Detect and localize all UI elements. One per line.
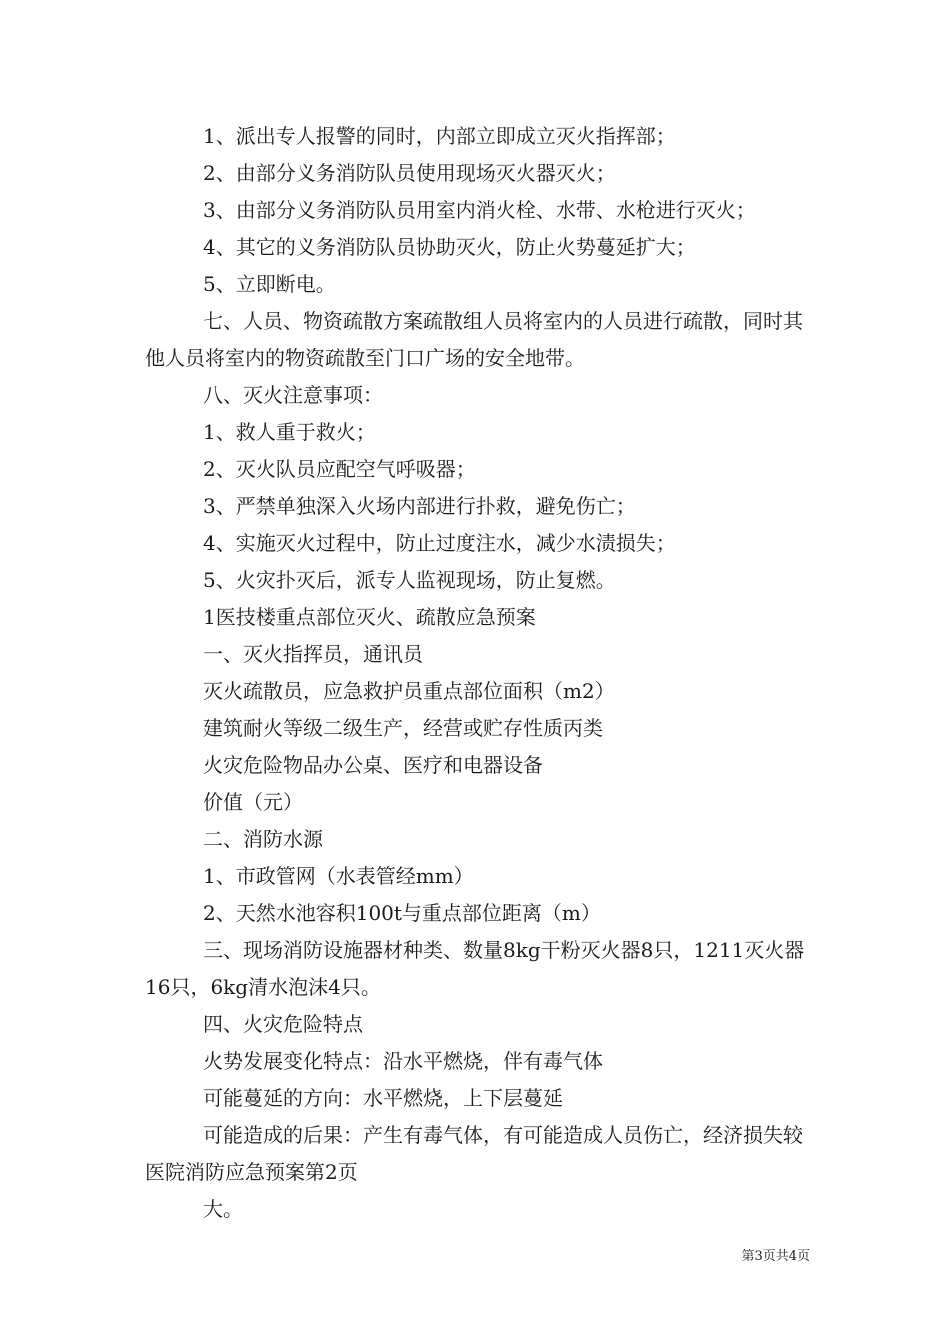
paragraph-14: 一、灭火指挥员，通讯员 <box>203 642 423 666</box>
paragraph-22: 三、现场消防设施器材种类、数量8kg干粉灭火器8只，1211灭火器16只，6kg清水泡沫4只。 <box>145 938 805 999</box>
paragraph-19: 二、消防水源 <box>203 827 323 851</box>
paragraph-3: 3、由部分义务消防队员用室内消火栓、水带、水枪进行灭火； <box>203 198 756 222</box>
paragraph-2: 2、由部分义务消防队员使用现场灭火器灭火； <box>203 161 616 185</box>
paragraph-10: 3、严禁单独深入火场内部进行扑救，避免伤亡； <box>203 494 636 518</box>
paragraph-27: 大。 <box>203 1197 243 1221</box>
paragraph-13: 1医技楼重点部位灭火、疏散应急预案 <box>203 605 536 629</box>
paragraph-17: 火灾危险物品办公桌、医疗和电器设备 <box>203 753 543 777</box>
paragraph-6: 七、人员、物资疏散方案疏散组人员将室内的人员进行疏散，同时其他人员将室内的物资疏散至门口广场的安全地带。 <box>145 309 803 370</box>
paragraph-4: 4、其它的义务消防队员协助灭火，防止火势蔓延扩大； <box>203 235 696 259</box>
paragraph-7: 八、灭火注意事项： <box>203 383 383 407</box>
paragraph-11: 4、实施灭火过程中，防止过度注水，减少水渍损失； <box>203 531 676 555</box>
paragraph-23: 四、火灾危险特点 <box>203 1012 363 1036</box>
paragraph-15: 灭火疏散员，应急救护员重点部位面积（m2） <box>203 679 615 703</box>
paragraph-25: 可能蔓延的方向：水平燃烧，上下层蔓延 <box>203 1086 563 1110</box>
page-number-footer: 第3页共4页 <box>741 1249 810 1264</box>
paragraph-8: 1、救人重于救火； <box>203 420 376 444</box>
paragraph-16: 建筑耐火等级二级生产，经营或贮存性质丙类 <box>203 716 603 740</box>
paragraph-20: 1、市政管网（水表管经mm） <box>203 864 474 888</box>
paragraph-18: 价值（元） <box>203 790 303 814</box>
paragraph-24: 火势发展变化特点：沿水平燃烧，伴有毒气体 <box>203 1049 603 1073</box>
paragraph-5: 5、立即断电。 <box>203 272 336 296</box>
paragraph-26: 可能造成的后果：产生有毒气体，有可能造成人员伤亡，经济损失较医院消防应急预案第2页 <box>145 1123 803 1184</box>
paragraph-9: 2、灭火队员应配空气呼吸器； <box>203 457 476 481</box>
document-body <box>145 118 810 1228</box>
paragraph-12: 5、火灾扑灭后，派专人监视现场，防止复燃。 <box>203 568 616 592</box>
paragraph-21: 2、天然水池容积100t与重点部位距离（m） <box>203 901 601 925</box>
paragraph-1: 1、派出专人报警的同时，内部立即成立灭火指挥部； <box>203 124 676 148</box>
